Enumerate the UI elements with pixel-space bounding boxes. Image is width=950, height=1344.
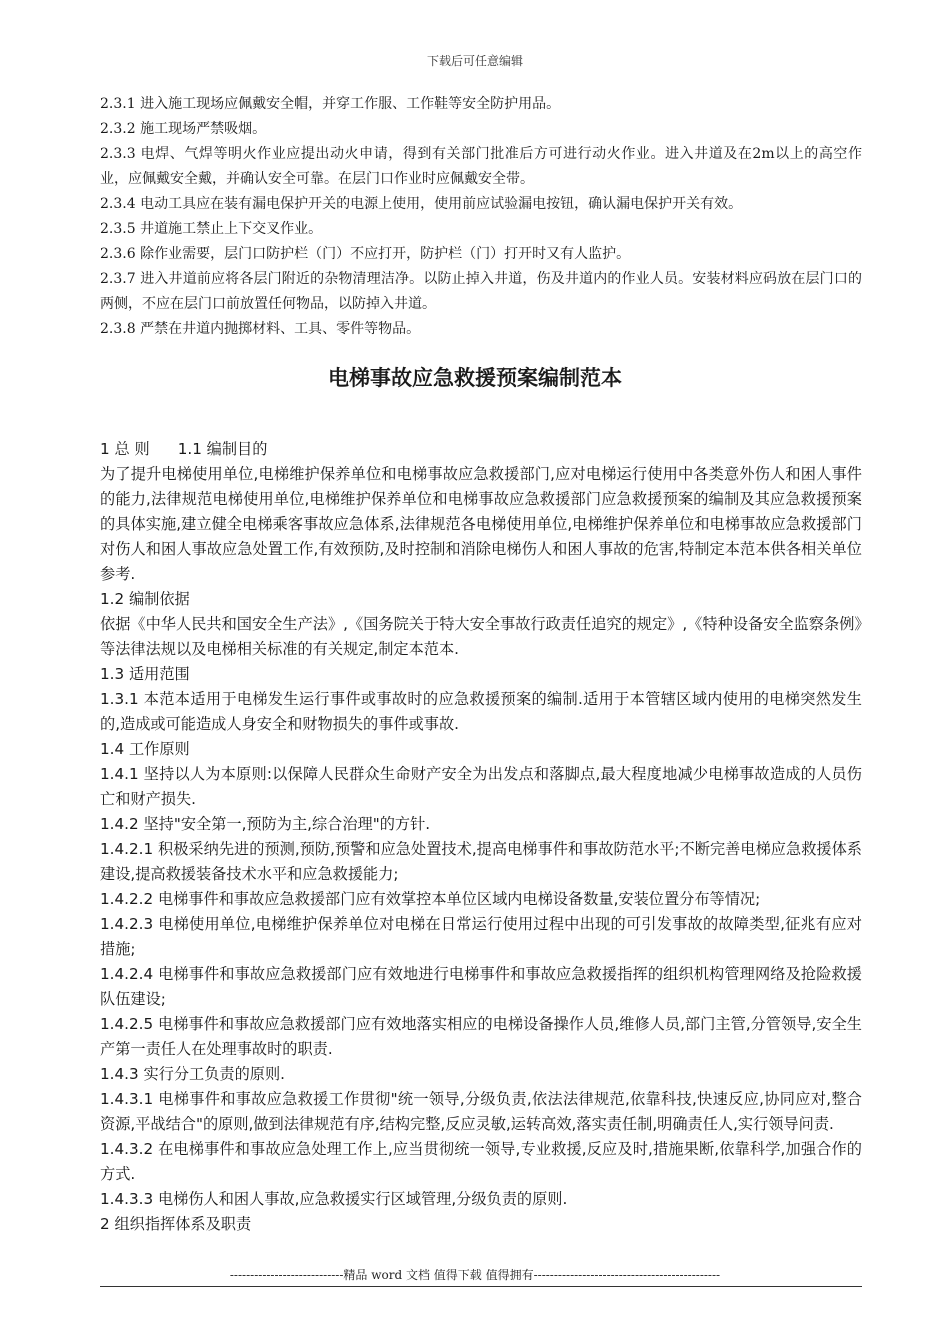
safety-item: 2.3.5 井道施工禁止上下交叉作业。 (100, 221, 323, 237)
subsection-heading: 1.1 编制目的 (177, 440, 268, 458)
body-paragraph: 1.4.2.4 电梯事件和事故应急救援部门应有效地进行电梯事件和事故应急救援指挥的组织机构管理网络及抢险救援队伍建设; (100, 965, 862, 1008)
body-paragraph: 1.4.2.5 电梯事件和事故应急救援部门应有效地落实相应的电梯设备操作人员,维修人员,部门主管,分管领导,安全生产第一责任人在处理事故时的职责. (100, 1015, 862, 1058)
safety-item: 2.3.2 施工现场严禁吸烟。 (100, 121, 267, 137)
safety-item: 2.3.1 进入施工现场应佩戴安全帽，并穿工作服、工作鞋等安全防护用品。 (100, 96, 561, 112)
chapter-heading: 1 总 则 (100, 440, 150, 458)
body-paragraph: 1.4.3.1 电梯事件和事故应急救援工作贯彻"统一领导,分级负责,依法法律规范,依靠科技,快速反应,协同应对,整合资源,平战结合"的原则,做到法律规范有序,结构完整,反应灵敏,运转高效,落实责任制,明确责任人,实行领导问责. (100, 1090, 862, 1133)
document-title: 电梯事故应急救援预案编制范本 (328, 366, 622, 390)
body-paragraph: 1.4.1 坚持以人为本原则:以保障人民群众生命财产安全为出发点和落脚点,最大程度地减少电梯事故造成的人员伤亡和财产损失. (100, 765, 862, 808)
body-paragraph: 1.4.3 实行分工负责的原则. (100, 1065, 285, 1083)
section-heading: 2 组织指挥体系及职责 (100, 1215, 252, 1233)
body-paragraph: 1.4.3.3 电梯伤人和困人事故,应急救援实行区域管理,分级负责的原则. (100, 1190, 568, 1208)
footer-rule (100, 1286, 862, 1287)
body-paragraph: 为了提升电梯使用单位,电梯维护保养单位和电梯事故应急救援部门,应对电梯运行使用中各类意外伤人和困人事件的能力,法律规范电梯使用单位,电梯维护保养单位和电梯事故应急救援部门应急救援预案的编制及其应急救援预案的具体实施,建立健全电梯乘客事故应急体系,法律规范各电梯使用单位,电梯维护保养单位和电梯事故应急救援部门对伤人和困人事故应急处置工作,有效预防,及时控制和消除电梯伤人和困人事故的危害,特制定本范本供各相关单位参考. (100, 465, 862, 583)
page-footer: ----------------------------精品 word 文档 值得下载 值得拥有---------------------------------------------- (229, 1268, 721, 1282)
safety-item: 2.3.4 电动工具应在装有漏电保护开关的电源上使用，使用前应试验漏电按钮，确认漏电保护开关有效。 (100, 196, 743, 212)
section-heading: 1.4 工作原则 (100, 740, 190, 758)
safety-item: 2.3.3 电焊、气焊等明火作业应提出动火申请，得到有关部门批准后方可进行动火作业。进入井道及在2m以上的高空作业，应佩戴安全戴，并确认安全可靠。在层门口作业时应佩戴安全带。 (100, 146, 862, 187)
body-paragraph: 1.4.2.2 电梯事件和事故应急救援部门应有效掌控本单位区域内电梯设备数量,安装位置分布等情况; (100, 890, 761, 908)
plan-body (100, 437, 862, 1237)
body-paragraph: 依据《中华人民共和国安全生产法》,《国务院关于特大安全事故行政责任追究的规定》,《特种设备安全监察条例》等法律法规以及电梯相关标准的有关规定,制定本范本. (100, 615, 862, 658)
section-heading (100, 437, 862, 462)
section-heading: 1.3 适用范围 (100, 665, 190, 683)
body-paragraph: 1.4.2 坚持"安全第一,预防为主,综合治理"的方针. (100, 815, 431, 833)
body-paragraph: 1.4.3.2 在电梯事件和事故应急处理工作上,应当贯彻统一领导,专业救援,反应及时,措施果断,依靠科学,加强合作的方式. (100, 1140, 862, 1183)
body-paragraph: 1.4.2.3 电梯使用单位,电梯维护保养单位对电梯在日常运行使用过程中出现的可引发事故的故障类型,征兆有应对措施; (100, 915, 862, 958)
page-header: 下载后可任意编辑 (426, 54, 523, 68)
safety-item: 2.3.8 严禁在井道内抛掷材料、工具、零件等物品。 (100, 321, 421, 337)
safety-item: 2.3.7 进入井道前应将各层门附近的杂物清理洁净。以防止掉入井道，伤及井道内的作业人员。安装材料应码放在层门口的两侧，不应在层门口前放置任何物品，以防掉入井道。 (100, 271, 862, 312)
section-heading: 1.2 编制依据 (100, 590, 190, 608)
body-paragraph: 1.4.2.1 积极采纳先进的预测,预防,预警和应急处置技术,提高电梯事件和事故防范水平;不断完善电梯应急救援体系建设,提高救援装备技术水平和应急救援能力; (100, 840, 862, 883)
safety-item: 2.3.6 除作业需要，层门口防护栏（门）不应打开，防护栏（门）打开时又有人监护。 (100, 246, 631, 262)
safety-items-section (100, 92, 862, 342)
body-paragraph: 1.3.1 本范本适用于电梯发生运行事件或事故时的应急救援预案的编制.适用于本管辖区域内使用的电梯突然发生的,造成或可能造成人身安全和财物损失的事件或事故. (100, 690, 862, 733)
